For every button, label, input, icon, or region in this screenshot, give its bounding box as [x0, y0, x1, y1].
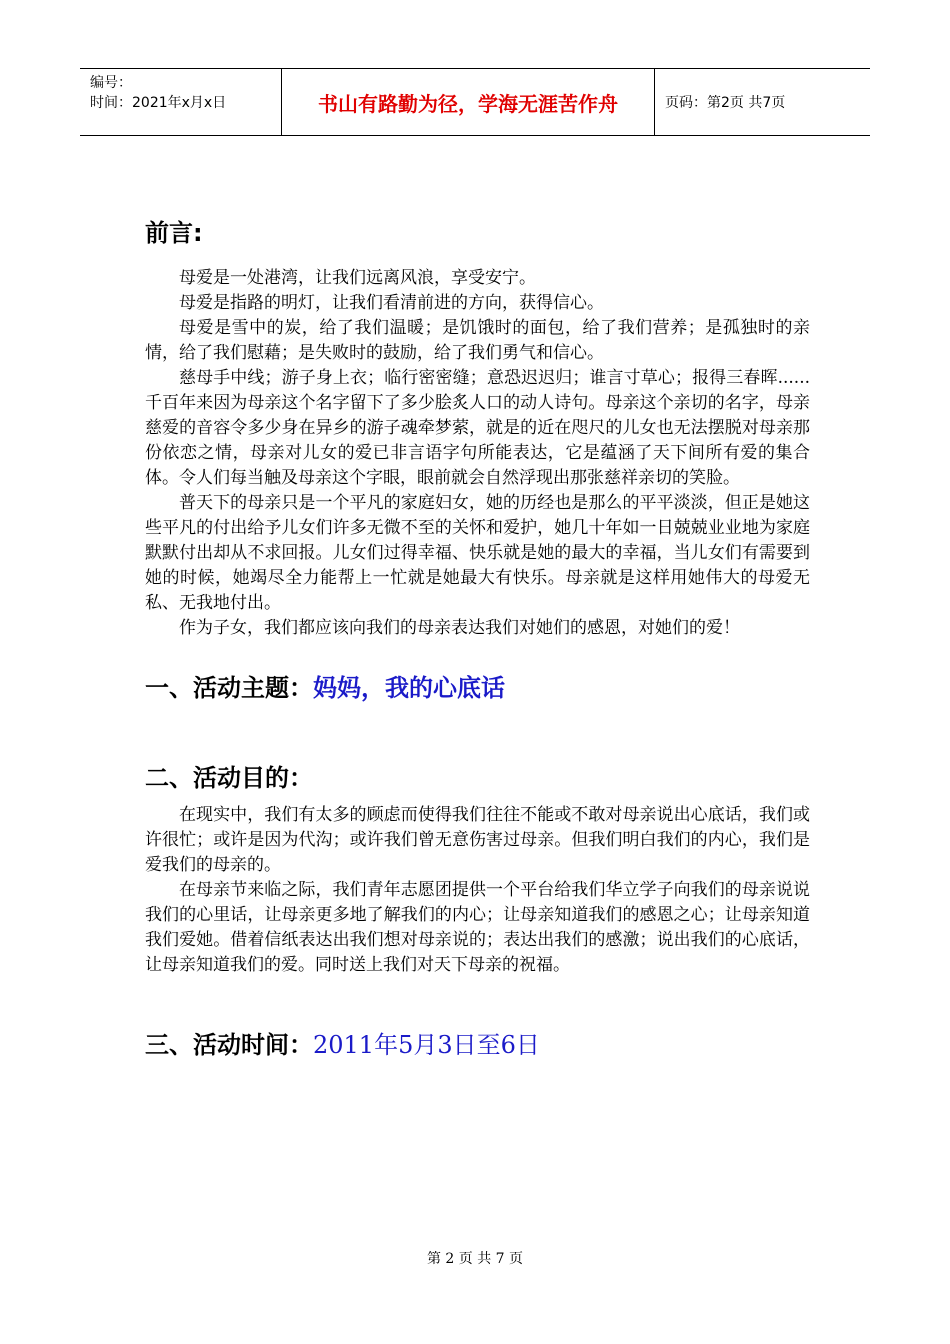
preface-paragraph: 作为子女，我们都应该向我们的母亲表达我们对她们的感恩，对她们的爱！: [179, 618, 740, 638]
purpose-heading: 二、活动目的：: [145, 764, 313, 792]
topic-value: 妈妈，我的心底话: [313, 674, 505, 702]
topic-heading: [145, 671, 810, 705]
page-header: [80, 68, 870, 136]
page-footer: 第 2 页 共 7 页: [426, 1251, 524, 1267]
preface-body: [145, 266, 810, 641]
preface-paragraph: 普天下的母亲只是一个平凡的家庭妇女，她的历经也是那么的平平淡淡，但正是她这些平凡的付出给予儿女们许多无微不至的关怀和爱护，她几十年如一日兢兢业业地为家庭默默付出却从不求回报。儿女们过得幸福、快乐就是她的最大的幸福，当儿女们有需要到她的时候，她竭尽全力能帮上一忙就是她最大有快乐。母亲就是这样用她伟大的母爱无私、无我地付出。: [145, 493, 810, 613]
purpose-paragraph: 在母亲节来临之际，我们青年志愿团提供一个平台给我们华立学子向我们的母亲说说我们的心里话，让母亲更多地了解我们的内心；让母亲知道我们的感恩之心；让母亲知道我们爱她。借着信纸表达出我们想对母亲说的；表达出我们的感激；说出我们的心底话，让母亲知道我们的爱。同时送上我们对天下母亲的祝福。: [145, 880, 810, 975]
date-label: 时间：2021年x月x日: [90, 95, 227, 111]
time-label: 三、活动时间：: [145, 1031, 313, 1059]
header-meta: [80, 69, 281, 135]
document-body: [145, 216, 810, 1062]
preface-paragraph: 慈母手中线；游子身上衣；临行密密缝；意恐迟迟归；谁言寸草心；报得三春晖......千百年来因为母亲这个名字留下了多少脍炙人口的动人诗句。母亲这个亲切的名字，母亲慈爱的音容令多少身在异乡的游子魂牵梦萦，就是的近在咫尺的儿女也无法摆脱对母亲那份依恋之情，母亲对儿女的爱已非言语字句所能表达，它是蕴涵了天下间所有爱的集合体。令人们每当触及母亲这个字眼，眼前就会自然浮现出那张慈祥亲切的笑脸。: [145, 368, 810, 488]
purpose-paragraph: 在现实中，我们有太多的顾虑而使得我们往往不能或不敢对母亲说出心底话，我们或许很忙；或许是因为代沟；或许我们曾无意伤害过母亲。但我们明白我们的内心，我们是爱我们的母亲的。: [145, 805, 810, 875]
preface-paragraph: 母爱是雪中的炭，给了我们温暖；是饥饿时的面包，给了我们营养；是孤独时的亲情，给了我们慰藉；是失败时的鼓励，给了我们勇气和信心。: [145, 318, 810, 363]
preface-paragraph: 母爱是一处港湾，让我们远离风浪，享受安宁。: [179, 268, 536, 288]
time-heading: [145, 1028, 810, 1062]
preface-title: 前言:: [145, 219, 203, 247]
topic-label: 一、活动主题：: [145, 674, 313, 702]
serial-number-label: 编号：: [90, 75, 132, 91]
header-motto: 书山有路勤为径，学海无涯苦作舟: [281, 69, 655, 135]
header-page-info: 页码：第2页 共7页: [665, 95, 786, 111]
purpose-body: [145, 803, 810, 978]
preface-paragraph: 母爱是指路的明灯，让我们看清前进的方向，获得信心。: [179, 293, 604, 313]
time-value: 2011年5月3日至6日: [313, 1031, 540, 1059]
